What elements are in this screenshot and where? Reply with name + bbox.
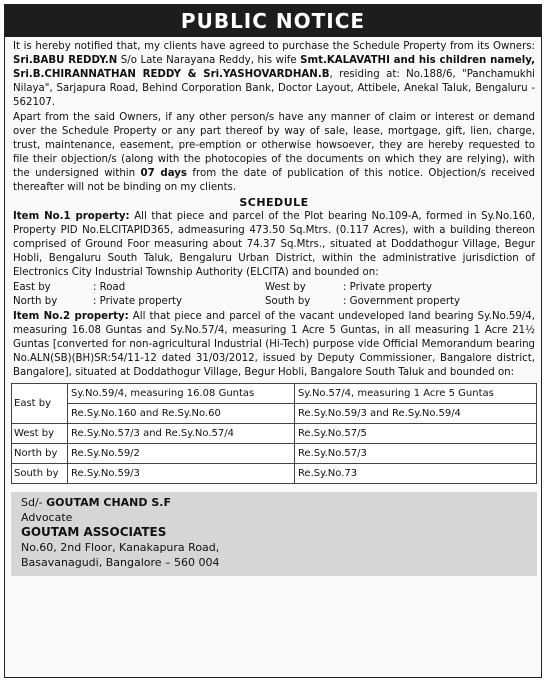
- objection-days: 07 days: [140, 168, 187, 179]
- signatory-name: GOUTAM CHAND S.F: [46, 496, 171, 509]
- west-label: West by: [265, 282, 306, 293]
- notice-title: PUBLIC NOTICE: [5, 5, 541, 37]
- item2-paragraph: [13, 310, 535, 380]
- schedule-heading: SCHEDULE: [239, 196, 309, 209]
- signatory-role: Advocate: [21, 511, 73, 524]
- notice-body: [5, 37, 541, 380]
- table-cell: Re.Sy.No.160 and Re.Sy.No.60: [68, 404, 295, 424]
- table-row: [12, 424, 537, 444]
- table-cell: Re.Sy.No.73: [294, 464, 536, 484]
- signature-prefix: Sd/-: [21, 496, 47, 509]
- co-owners: Smt.KALAVATHI and his children namely, Sri.B.CHIRANNATHAN REDDY & Sri.YASHOVARDHAN.B: [13, 55, 535, 80]
- table-cell: Re.Sy.No.57/3: [294, 444, 536, 464]
- intro-text-1: It is hereby notified that, my clients have agreed to purchase the Schedule Property from its Owners:: [13, 41, 535, 52]
- signature-block: [11, 492, 537, 576]
- intro-text-2: S/o Late Narayana Reddy, his wife: [117, 55, 301, 66]
- table-row: [12, 384, 537, 404]
- objection-text-1: Apart from the said Owners, if any other person/s have any manner of claim or interest or demand over the Schedule Property or any part thereof by way of sale, lease, mortgage, gift, lien, charge, trust, maintenance, easement, pre-emption or otherwise howsoever, they are hereby requested to file their objection/s (along with the photocopies of the documents on which they are relying), with the undersigned within: [13, 112, 535, 179]
- north-value: : Private property: [93, 296, 183, 307]
- table-cell: Sy.No.57/4, measuring 1 Acre 5 Guntas: [294, 384, 536, 404]
- objection-text-2: from the date of publication of this notice. Objection/s received thereafter will not be binding on my clients.: [13, 168, 535, 193]
- table-cell: Sy.No.59/4, measuring 16.08 Guntas: [68, 384, 295, 404]
- item2-text: All that piece and parcel of the vacant undeveloped land bearing Sy.No.59/4, measuring 16.08 Guntas and Sy.No.57/4, measuring 1 Acre 5 Guntas, in all measuring 1 Acre 21½ Guntas [converted for non-agricultural Industrial (Hi-Tech) purpose vide Official Memorandum bearing No.ALN(SB)(BH)SR:54/11-12 dated 31/03/2012, issued by Deputy Commissioner, Bangalore district, Bangalore], situated at Doddathogur Village, Begur Hobli, Bangalore South Taluk and bounded on:: [13, 311, 535, 378]
- table-side-cell: South by: [12, 464, 68, 484]
- table-side-cell: West by: [12, 424, 68, 444]
- east-label: East by: [13, 282, 51, 293]
- item2-label: Item No.2 property:: [13, 311, 129, 322]
- table-side-cell: East by: [12, 384, 68, 424]
- table-cell: Re.Sy.No.57/3 and Re.Sy.No.57/4: [68, 424, 295, 444]
- table-side-cell: North by: [12, 444, 68, 464]
- item1-boundaries: [13, 281, 535, 309]
- address-line-1: No.60, 2nd Floor, Kanakapura Road,: [21, 541, 220, 554]
- item1-text: All that piece and parcel of the Plot bearing No.109-A, formed in Sy.No.160, Property PID No.ELCITAPID365, admeasuring 473.50 Sq.Mtrs. (0.117 Acres), with a building thereon comprised of Ground Foor measuring about 74.37 Sq.Mtrs., situated at Doddathogur Village, Begur Hobli, Bengaluru South Taluk, Bengaluru Urban District, within the administrative jurisdiction of Electronics City Industrial Township Authority (ELCITA) and bounded on:: [13, 211, 535, 278]
- firm-name: GOUTAM ASSOCIATES: [21, 525, 167, 539]
- table-cell: Re.Sy.No.57/5: [294, 424, 536, 444]
- south-label: South by: [265, 296, 311, 307]
- table-row: [12, 464, 537, 484]
- table-row: [12, 404, 537, 424]
- intro-text-3: , residing at: No.188/6, "Panchamukhi Nilaya", Sarjapura Road, Behind Corporation Bank, Doctor Layout, Attibele, Anekal Taluk, Bengaluru - 562107.: [13, 69, 535, 108]
- owner-name: Sri.BABU REDDY.N: [13, 55, 118, 66]
- table-cell: Re.Sy.No.59/2: [68, 444, 295, 464]
- table-row: [12, 444, 537, 464]
- item1-label: Item No.1 property:: [13, 211, 130, 222]
- address-line-2: Basavanagudi, Bangalore – 560 004: [21, 556, 220, 569]
- north-label: North by: [13, 296, 58, 307]
- objection-paragraph: [13, 111, 535, 195]
- item1-paragraph: [13, 210, 535, 280]
- table-cell: Re.Sy.No.59/3 and Re.Sy.No.59/4: [294, 404, 536, 424]
- east-value: : Road: [93, 282, 126, 293]
- intro-paragraph: [13, 40, 535, 110]
- signatory-line: [21, 495, 527, 510]
- south-value: : Government property: [343, 296, 461, 307]
- west-value: : Private property: [343, 282, 433, 293]
- boundary-table: [11, 383, 537, 484]
- table-cell: Re.Sy.No.59/3: [68, 464, 295, 484]
- public-notice: [4, 4, 542, 678]
